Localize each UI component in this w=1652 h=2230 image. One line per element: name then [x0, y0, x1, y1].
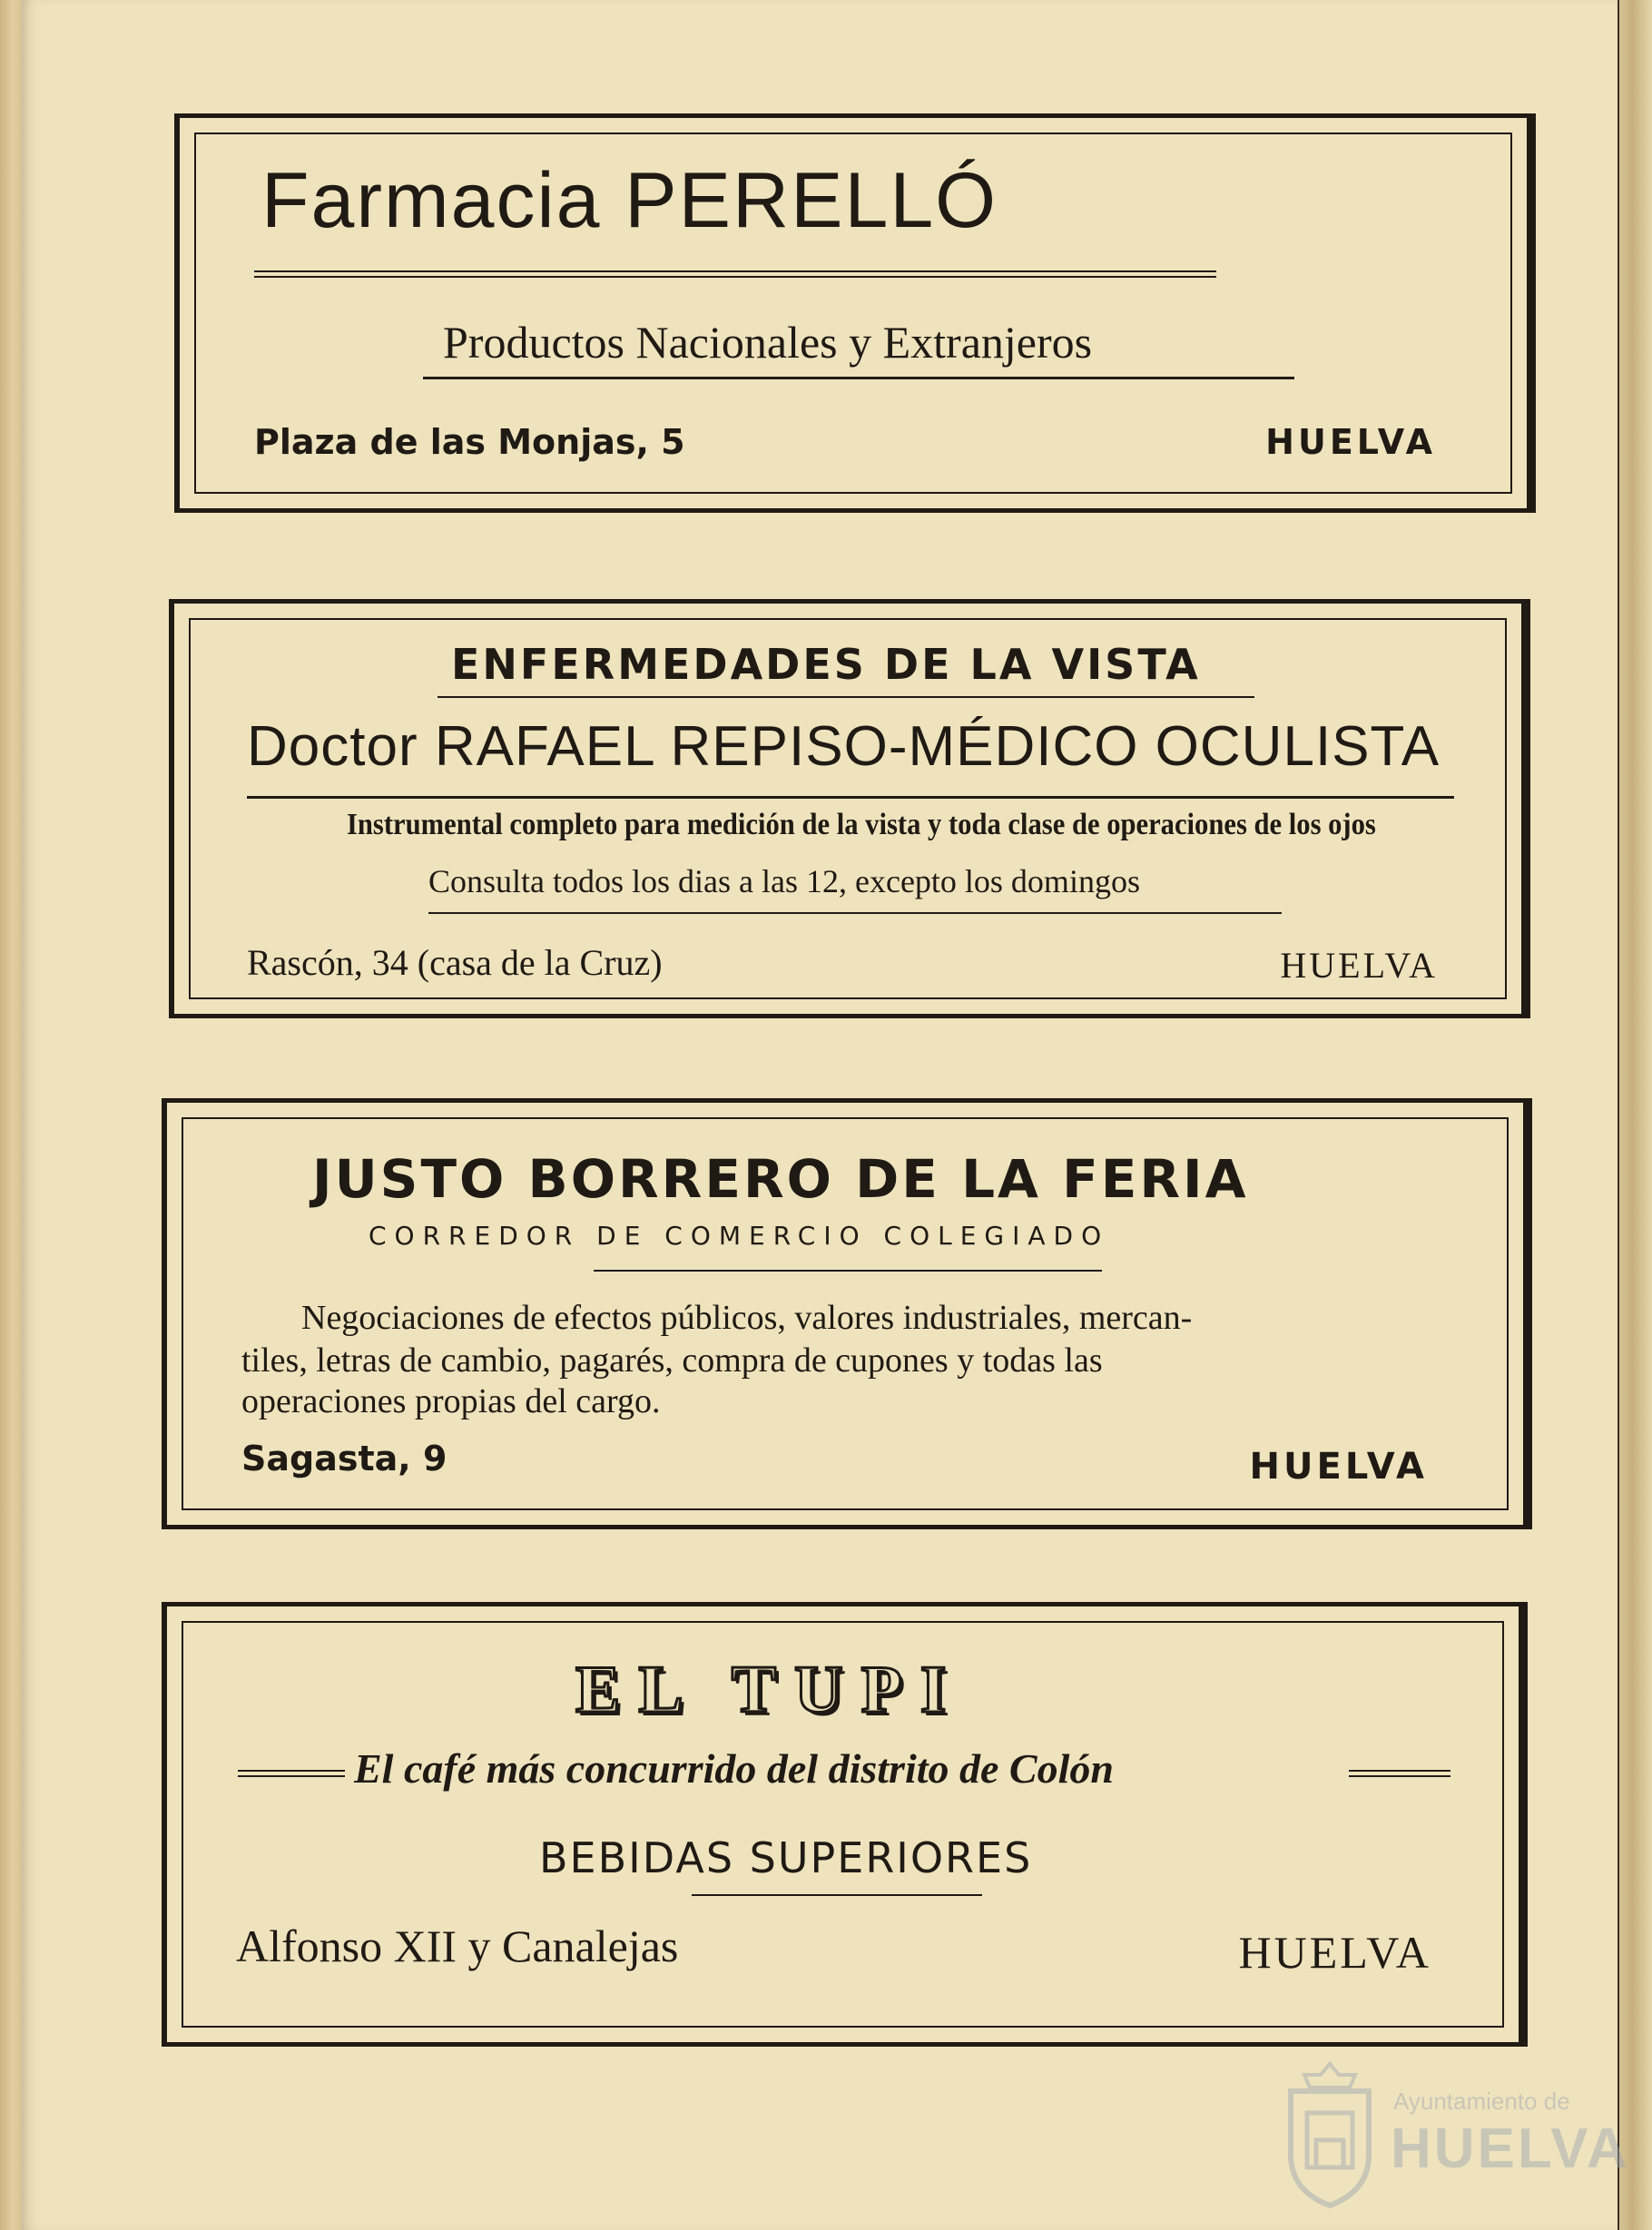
- ad1-subtitle-rule: [423, 377, 1294, 379]
- ad2-line2: Consulta todos los dias a las 12, excepto los domingos: [428, 863, 1140, 899]
- ad4-name: EL TUPI: [575, 1653, 965, 1727]
- page-edge-left: [0, 0, 22, 2230]
- ad2-city: HUELVA: [1280, 945, 1438, 986]
- ad4-offer-rule: [692, 1894, 982, 1896]
- ad2-heading-rule: [438, 696, 1254, 698]
- ad3-body-line1: Negociaciones de efectos públicos, valores industriales, mercan-: [301, 1299, 1193, 1337]
- ad3-body-line3: operaciones propias del cargo.: [241, 1382, 661, 1420]
- ad1-title: Farmacia PERELLÓ: [261, 157, 998, 244]
- watermark-ayuntamiento: [1280, 2060, 1630, 2215]
- page-edge-right: [1618, 0, 1652, 2230]
- ad-el-tupi: [162, 1602, 1528, 2047]
- ad2-heading: ENFERMEDADES DE LA VISTA: [451, 640, 1201, 689]
- ad3-name: JUSTO BORRERO DE LA FERIA: [312, 1148, 1249, 1210]
- ad2-line2-rule: [428, 912, 1282, 914]
- ad-farmacia-perello: [174, 113, 1536, 513]
- ad2-name: Doctor RAFAEL REPISO-MÉDICO OCULISTA: [247, 715, 1441, 778]
- watermark-line1: Ayuntamiento de: [1393, 2088, 1570, 2115]
- ad1-title-rule: [254, 270, 1216, 278]
- ad1-city: HUELVA: [1265, 422, 1436, 462]
- ad3-subtitle: CORREDOR DE COMERCIO COLEGIADO: [369, 1221, 1110, 1251]
- ad1-subtitle: Productos Nacionales y Extranjeros: [443, 317, 1093, 368]
- ad4-offer: BEBIDAS SUPERIORES: [539, 1833, 1033, 1882]
- ad4-tagline: El café más concurrido del distrito de Colón: [354, 1745, 1114, 1792]
- ad4-address: Alfonso XII y Canalejas: [236, 1921, 679, 1971]
- ad1-address: Plaza de las Monjas, 5: [254, 422, 685, 462]
- ad3-address: Sagasta, 9: [241, 1439, 447, 1478]
- ad3-city: HUELVA: [1249, 1446, 1428, 1488]
- ad4-right-rule: [1349, 1770, 1450, 1777]
- ad2-address: Rascón, 34 (casa de la Cruz): [247, 942, 663, 983]
- ad4-left-rule: [238, 1770, 345, 1777]
- ad-doctor-repiso: [169, 599, 1530, 1018]
- ad-justo-borrero: [162, 1098, 1532, 1529]
- ad4-city: HUELVA: [1238, 1927, 1431, 1978]
- ad3-subtitle-rule: [594, 1270, 1102, 1272]
- watermark-line2: HUELVA: [1391, 2117, 1630, 2180]
- city-crest-icon: [1280, 2060, 1380, 2210]
- ad3-body-line2: tiles, letras de cambio, pagarés, compra de cupones y todas las: [241, 1341, 1103, 1380]
- ad2-name-rule: [247, 796, 1454, 799]
- ad2-line1: Instrumental completo para medición de la vista y toda clase de operaciones de los ojos: [347, 808, 1376, 841]
